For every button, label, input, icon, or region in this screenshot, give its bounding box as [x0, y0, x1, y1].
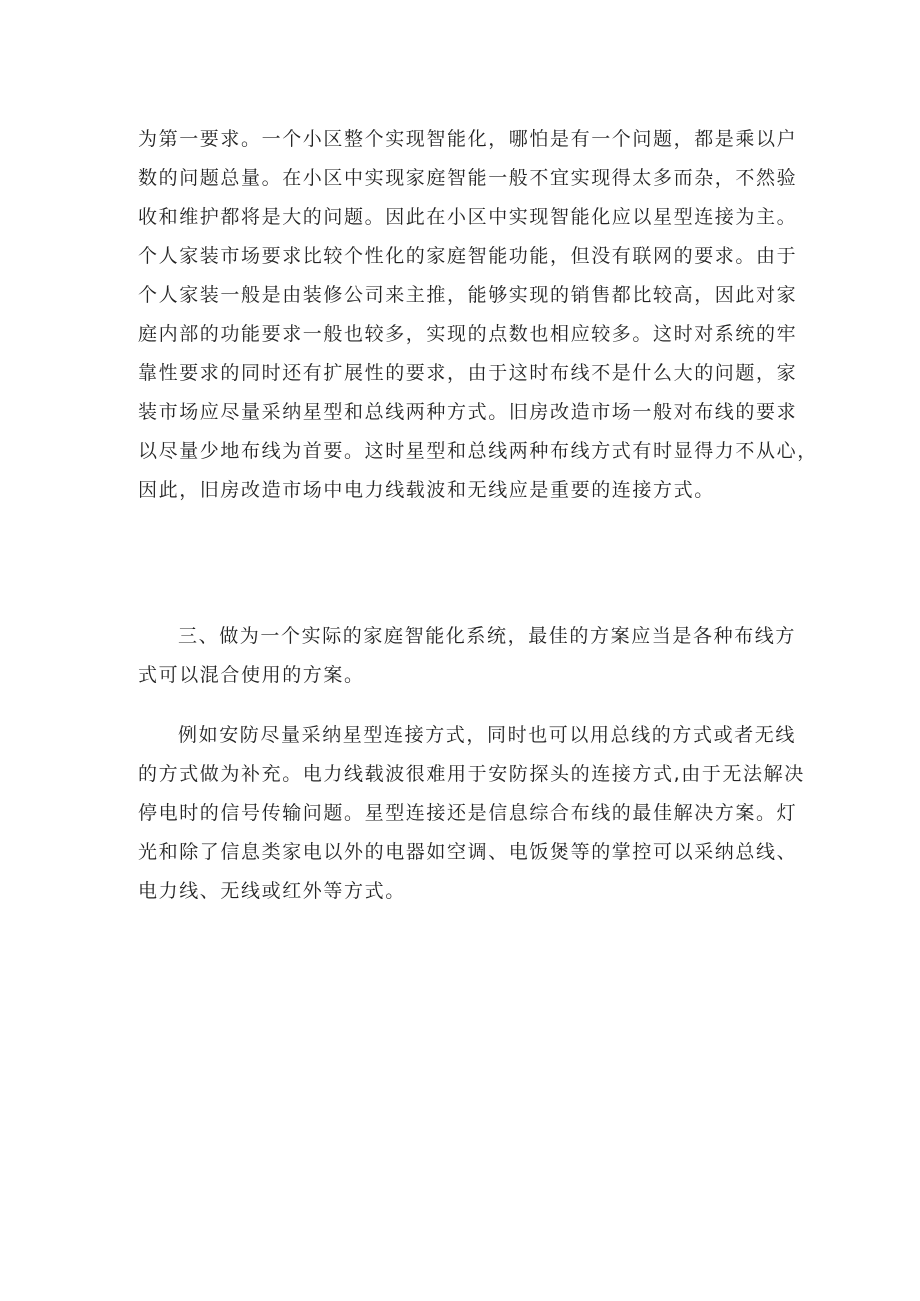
text-line: 光和除了信息类家电以外的电器如空调、电饭煲等的掌控可以采纳总线、: [138, 841, 798, 863]
text-line: 因此，旧房改造市场中电力线载波和无线应是重要的连接方式。: [138, 479, 715, 501]
text-line: 以尽量少地布线为首要。这时星型和总线两种布线方式有时显得力不从心，: [138, 440, 818, 462]
text-line: 为第一要求。一个小区整个实现智能化，哪怕是有一个问题，都是乘以户: [138, 128, 798, 150]
text-line: 电力线、无线或红外等方式。: [138, 880, 406, 902]
text-line: 数的问题总量。在小区中实现家庭智能一般不宜实现得太多而杂，不然验: [138, 167, 798, 189]
text-line: 装市场应尽量采纳星型和总线两种方式。旧房改造市场一般对布线的要求: [138, 401, 798, 423]
text-line: 例如安防尽量采纳星型连接方式，同时也可以用总线的方式或者无线: [178, 724, 797, 746]
text-line: 庭内部的功能要求一般也较多，实现的点数也相应较多。这时对系统的牢: [138, 323, 798, 345]
text-line: 收和维护都将是大的问题。因此在小区中实现智能化应以星型连接为主。: [138, 206, 798, 228]
text-line: 停电时的信号传输问题。星型连接还是信息综合布线的最佳解决方案。灯: [138, 802, 798, 824]
text-line: 的方式做为补充。电力线载波很难用于安防探头的连接方式,由于无法解决: [138, 763, 805, 785]
paragraph-wiring-markets: [138, 120, 818, 510]
paragraph-example: [138, 716, 805, 911]
text-line: 个人家装市场要求比较个性化的家庭智能功能，但没有联网的要求。由于: [138, 245, 798, 267]
text-line: 式可以混合使用的方案。: [138, 664, 365, 686]
text-line: 三、做为一个实际的家庭智能化系统，最佳的方案应当是各种布线方: [178, 625, 797, 647]
paragraph-section-three: [138, 617, 798, 695]
text-line: 靠性要求的同时还有扩展性的要求，由于这时布线不是什么大的问题，家: [138, 362, 798, 384]
text-line: 个人家装一般是由装修公司来主推，能够实现的销售都比较高，因此对家: [138, 284, 798, 306]
